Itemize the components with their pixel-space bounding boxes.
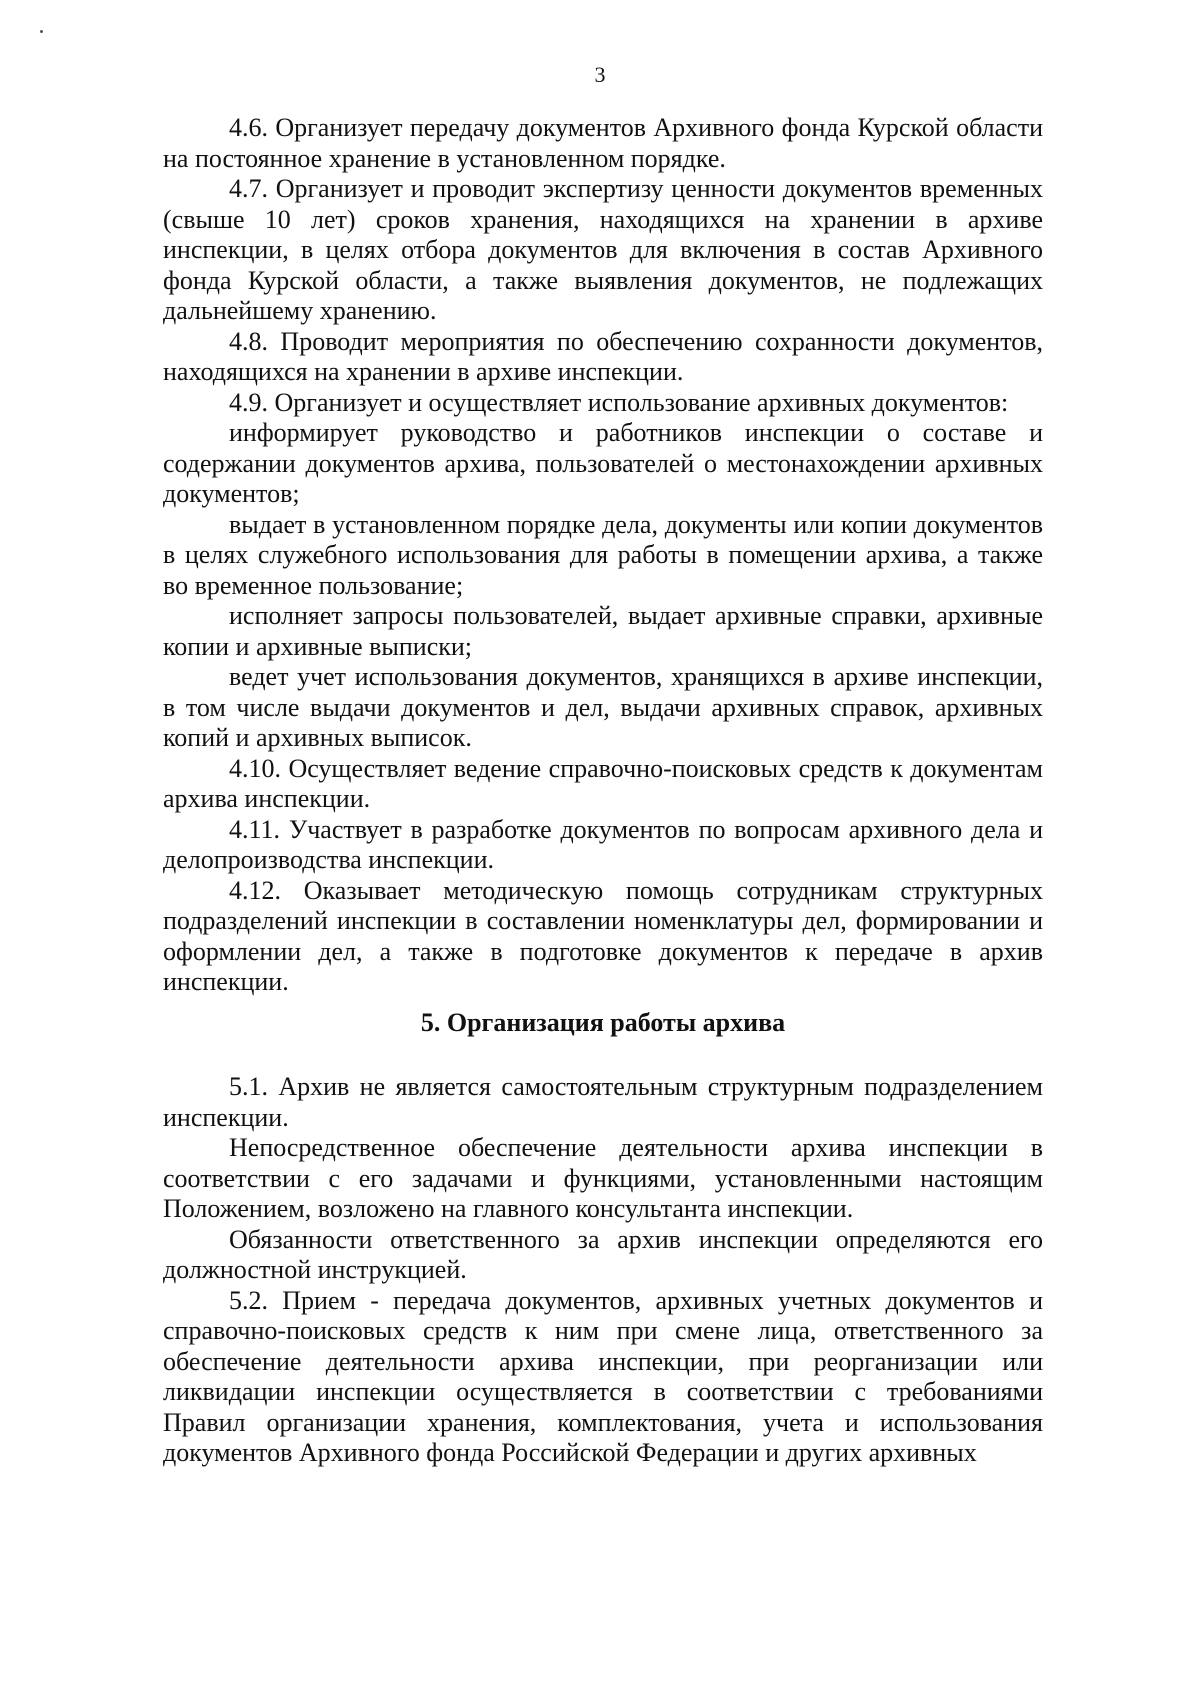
paragraph-5-1-duties: Обязанности ответственного за архив инспекции определяются его должностной инструкцией. — [163, 1224, 1043, 1284]
paragraph-4-9-item-inform: информирует руководство и работников инспекции о составе и содержании документов архива, пользователей о местонахождении архивных документов; — [163, 418, 1043, 508]
paragraph-4-9-item-accounting: ведет учет использования документов, хранящихся в архиве инспекции, в том числе выдачи документов и дел, выдачи архивных справок, архивных копий и архивных выписок. — [163, 662, 1043, 752]
paragraph-4-9-item-requests: исполняет запросы пользователей, выдает архивные справки, архивные копии и архивные выписки; — [163, 601, 1043, 661]
section-5-heading: 5. Организация работы архива — [420, 1007, 786, 1037]
paragraph-4-12: 4.12. Оказывает методическую помощь сотрудникам структурных подразделений инспекции в составлении номенклатуры дел, формировании и оформлении дел, а также в подготовке документов к передаче в архив инспекции. — [163, 875, 1043, 996]
paragraph-4-6: 4.6. Организует передачу документов Архивного фонда Курской области на постоянное хранение в установленном порядке. — [163, 113, 1043, 173]
scan-speck — [40, 30, 43, 33]
page-number: 3 — [594, 62, 606, 87]
paragraph-5-1: 5.1. Архив не является самостоятельным структурным подразделением инспекции. — [163, 1072, 1043, 1132]
paragraph-4-9: 4.9. Организует и осуществляет использование архивных документов: — [229, 387, 1009, 417]
paragraph-5-2: 5.2. Прием - передача документов, архивных учетных документов и справочно-поисковых средств к ним при смене лица, ответственного за обеспечение деятельности архива инспекции, при реорганизации или ликвидации инспекции осуществляется в соответствии с требованиями Правил организации хранения, комплектования, учета и использования документов Архивного фонда Российской Федерации и других архивных — [163, 1285, 1043, 1467]
paragraph-4-10: 4.10. Осуществляет ведение справочно-поисковых средств к документам архива инспекции. — [163, 753, 1043, 813]
document-body — [163, 113, 1043, 1469]
paragraph-4-7: 4.7. Организует и проводит экспертизу ценности документов временных (свыше 10 лет) сроков хранения, находящихся на хранении в архиве инспекции, в целях отбора документов для включения в состав Архивного фонда Курской области, а также выявления документов, не подлежащих дальнейшему хранению. — [163, 174, 1043, 325]
paragraph-4-11: 4.11. Участвует в разработке документов по вопросам архивного дела и делопроизводства инспекции. — [163, 814, 1043, 874]
paragraph-4-8: 4.8. Проводит мероприятия по обеспечению сохранности документов, находящихся на хранении в архиве инспекции. — [163, 326, 1043, 386]
paragraph-4-9-item-issue: выдает в установленном порядке дела, документы или копии документов в целях служебного использования для работы в помещении архива, а также во временное пользование; — [163, 509, 1043, 600]
paragraph-5-1-support: Непосредственное обеспечение деятельности архива инспекции в соответствии с его задачами и функциями, установленными настоящим Положением, возложено на главного консультанта инспекции. — [163, 1133, 1043, 1223]
